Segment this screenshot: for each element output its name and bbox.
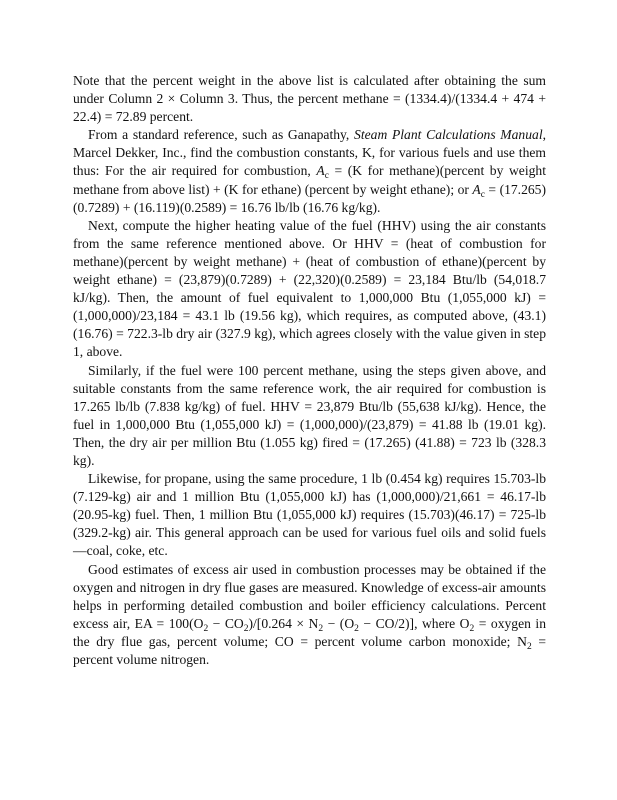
paragraph-text: = oxygen in the dry flue gas, percent volume; CO = percent volume carbon monoxide; N <box>73 615 546 649</box>
paragraph-text: − CO/2)], where O <box>358 615 470 631</box>
paragraph <box>73 217 546 362</box>
paragraph <box>73 126 546 216</box>
subscript-text: 2 <box>469 623 475 634</box>
paragraph-text: = percent volume nitrogen. <box>73 633 546 667</box>
italic-text: Steam Plant Calculations Manual <box>354 127 543 143</box>
paragraph-text: − (O <box>323 615 355 631</box>
italic-text: A <box>316 163 325 179</box>
subscript-text: 2 <box>318 623 324 634</box>
paragraph-text: Similarly, if the fuel were 100 percent methane, using the steps given above, and suitable constants from the same reference work, the air required for combustion is 17.265 lb/lb (7.838 kg/kg) of fuel. HHV = 23,879 Btu/lb (55,638 kJ/kg). Hence, the fuel in 1,000,000 Btu (1,055,000 kJ) = (1,000,000)/(23,879) = 41.88 lb (19.01 kg). Then, the dry air per million Btu (1.055 kg) fired = (17.265) (41.88) = 723 lb (328.3 kg). <box>73 362 546 468</box>
paragraph-text: = (K for methane)(percent by weight methane from above list) + (K for ethane) (percent by weight ethane); or <box>73 163 546 197</box>
paragraph <box>73 561 546 670</box>
paragraph-text: Likewise, for propane, using the same procedure, 1 lb (0.454 kg) requires 15.703-lb (7.129-kg) air and 1 million Btu (1,055,000 kJ) has (1,000,000)/21,661 = 46.17-lb (20.95-kg) fuel. Then, 1 million Btu (1,055,000 kJ) requires (15.703)(46.17) = 725-lb (329.2-kg) air. This general approach can be used for various fuel oils and solid fuels—coal, coke, etc. <box>73 471 546 559</box>
subscript-text: 2 <box>203 623 209 634</box>
paragraph <box>73 470 546 560</box>
paragraph-text: = (17.265)(0.7289) + (16.119)(0.2589) = 16.76 lb/lb (16.76 kg/kg). <box>73 181 547 215</box>
paragraph-text: )/[0.264 × N <box>248 615 319 631</box>
italic-text: A <box>472 181 481 197</box>
paragraph-text: Good estimates of excess air used in combustion processes may be obtained if the oxygen and nitrogen in dry flue gases are measured. Knowledge of excess-air amounts helps in performing detailed combustion and boiler efficiency calculations. Percent excess air, EA = 100(O <box>73 561 546 631</box>
paragraph <box>73 362 546 471</box>
subscript-text: c <box>324 171 329 182</box>
subscript-text: 2 <box>243 623 249 634</box>
paragraph <box>73 72 546 126</box>
paragraph-text: − CO <box>208 615 244 631</box>
document-page <box>73 72 546 669</box>
paragraph-text: , Marcel Dekker, Inc., find the combustion constants, K, for various fuels and use them thus: For the air required for combustion, <box>73 127 546 179</box>
paragraph-text: From a standard reference, such as Ganapathy, <box>88 127 355 143</box>
paragraph-text: Next, compute the higher heating value of the fuel (HHV) using the air constants from the same reference mentioned above. Or HHV = (heat of combustion for methane)(percent by weight methane) + (heat of combustion of ethane)(percent by weight ethane) = (23,879)(0.7289) + (22,320)(0.2589) = 23,184 Btu/lb (54,018.7 kJ/kg). Then, the amount of fuel equivalent to 1,000,000 Btu (1,055,000 kJ) = (1,000,000)/23,184 = 43.1 lb (19.56 kg), which requires, as computed above, (43.1)(16.76) = 722.3-lb dry air (327.9 kg), which agrees closely with the value given in step 1, above. <box>73 217 546 360</box>
subscript-text: c <box>480 189 485 200</box>
subscript-text: 2 <box>354 623 359 634</box>
paragraph-text: Note that the percent weight in the above list is calculated after obtaining the sum under Column 2 × Column 3. Thus, the percent methane = (1334.4)/(1334.4 + 474 + 22.4) = 72.89 percent. <box>73 73 546 125</box>
subscript-text: 2 <box>526 641 532 652</box>
